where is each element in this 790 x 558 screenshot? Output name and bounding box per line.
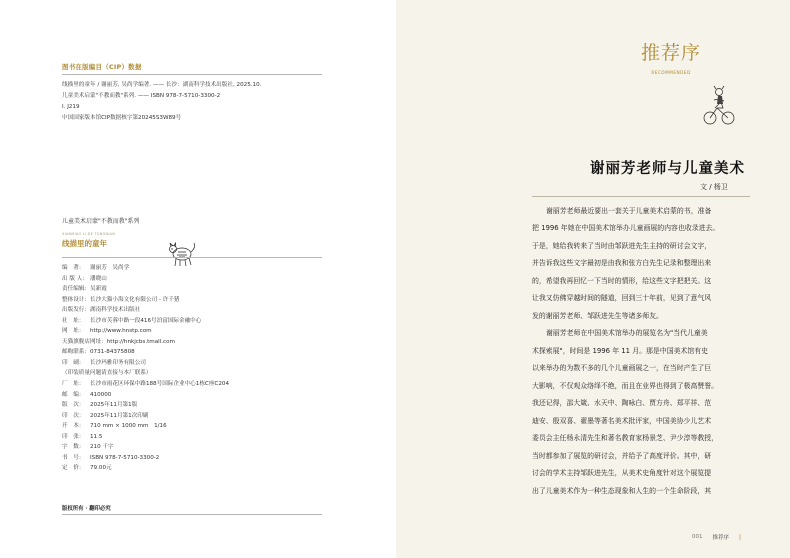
credit-label: 编 著： — [62, 265, 85, 271]
credit-label: 网 址： — [62, 328, 85, 335]
essay-line: 出了儿童美术作为一种生态现象和人生的一个生命阶段，其 — [532, 486, 712, 495]
credit-row — [62, 390, 362, 401]
credit-label: 邮购联系： — [62, 349, 90, 356]
series-label: 儿童美术启蒙"不教而教"系列 — [62, 218, 140, 225]
credit-label: 印 刷： — [62, 359, 85, 366]
credit-row — [62, 316, 362, 327]
credit-value: 79.00元 — [90, 465, 112, 472]
credit-row — [62, 463, 362, 474]
credit-label: 开 本： — [62, 423, 85, 430]
essay-line: 谢丽芳老师在中国美术馆举办的展览名为"当代儿童美 — [546, 329, 708, 338]
divider — [62, 257, 322, 258]
credit-value: ISBN 978-7-5710-3300-2 — [90, 454, 160, 461]
credit-value: 710 mm × 1000 mm 1/16 — [90, 423, 167, 430]
credit-label: 版 次： — [62, 402, 85, 409]
credit-value: 谢丽芳 吴尚学 — [90, 265, 130, 271]
running-header: 推荐序 — [712, 535, 730, 541]
essay-line: 当时都参加了展览的研讨会，并给予了高度评价。其中，研 — [532, 451, 712, 460]
credit-value: 湖南科学技术出版社 — [90, 307, 141, 314]
credit-label: 字 数： — [62, 444, 85, 451]
credit-value: 长沙玛雅印务有限公司 — [90, 359, 146, 366]
credit-row — [62, 368, 362, 379]
essay-line: 以来举办的为数不多的几个儿童画展之一，在当时产生了巨 — [532, 364, 712, 373]
credit-row — [62, 400, 362, 411]
credit-value: 2025年11月第1次印刷 — [90, 412, 149, 419]
credit-row — [62, 305, 362, 316]
section-subtitle: RECOMMENDED — [651, 70, 691, 75]
credit-row — [62, 326, 362, 337]
essay-author: 文 / 杨卫 — [700, 183, 728, 191]
essay-line: 我还记得，邵大箴、水天中、陶咏白、贾方舟、郑平祥、范 — [532, 399, 712, 408]
cip-heading: 图书在版编目（CIP）数据 — [62, 63, 142, 71]
publication-credits — [62, 263, 362, 474]
credit-value: http://www.hnstp.com — [90, 328, 152, 335]
credit-label: 出 版 人： — [62, 275, 88, 282]
credit-row — [62, 432, 362, 443]
credit-value: http://hnkjcbs.tmall.com — [106, 338, 176, 345]
credit-row — [62, 347, 362, 358]
credit-value: 长沙市雨花区环保中路188号国际企业中心1栋C座C204 — [90, 381, 230, 388]
cip-data-block — [62, 80, 352, 124]
book-title: 线描里的童年 — [62, 239, 107, 248]
folio-separator: | — [739, 533, 742, 541]
credit-value: 210 千字 — [90, 444, 114, 451]
credit-row — [62, 411, 362, 422]
credit-row — [62, 284, 362, 295]
essay-line: 谢丽芳老师最近要出一套关于儿童美术启蒙的书，准备 — [546, 207, 712, 215]
credit-label: 责任编辑： — [62, 286, 90, 293]
essay-line: 把 1996 年她在中国美术馆举办儿童画展的内容也收录进去。 — [532, 224, 720, 233]
credit-row — [62, 295, 362, 306]
divider — [62, 74, 322, 75]
page-folio — [692, 533, 741, 541]
cip-line: 儿童美术启蒙"不教而教"系列. —— ISBN 978-7-5710-3300-2 — [62, 93, 221, 99]
credit-value: 11.5 — [90, 433, 103, 440]
cip-line: Ⅰ. J219 — [62, 104, 80, 110]
credit-value: 潘晓山 — [90, 275, 107, 282]
essay-line: 讨会的学术主持邹跃进先生，从美术史角度针对这个展览提 — [532, 469, 712, 478]
credit-row — [62, 274, 362, 285]
credit-value: 0731-84375808 — [90, 349, 135, 356]
page-number: 001 — [692, 534, 703, 540]
credit-row — [62, 442, 362, 453]
essay-line: 大影响，不仅观众络绎不绝，而且在业界也得到了极高赞誉。 — [532, 381, 719, 390]
credit-label: 社 址： — [62, 317, 85, 324]
cip-line: 线描里的童年 / 谢丽芳, 吴尚学编著. —— 长沙：湖南科学技术出版社, 2025.10. — [62, 82, 262, 88]
essay-line: 术探索展"，时间是 1996 年 11 月。那是中国美术馆有史 — [532, 346, 709, 355]
bicycle-rider-illustration — [701, 84, 737, 126]
credit-row — [62, 358, 362, 369]
essay-title: 谢丽芳老师与儿童美术 — [590, 161, 745, 177]
credit-label: 印 张： — [62, 433, 85, 440]
credit-label: 定 价： — [62, 465, 85, 472]
divider — [62, 514, 322, 515]
essay-line: 让我又仿佛穿越时间的隧道，回到三十年前，见到了意气风 — [532, 294, 712, 303]
essay-line: 委员会主任杨永清先生和著名教育家杨景芝、尹少淳等教授， — [532, 434, 719, 443]
divider — [532, 196, 750, 197]
section-title: 推荐序 — [640, 42, 701, 64]
credit-value: 410000 — [90, 391, 112, 398]
credit-value: 长沙市芙蓉中路一段416号泊富国际金融中心 — [90, 317, 202, 324]
credit-value: 2025年11月第1版 — [90, 402, 138, 409]
credit-label: 厂 址： — [62, 381, 85, 388]
essay-line: 发的谢丽芳老师、邹跃进先生等诸多师友。 — [532, 311, 663, 320]
rights-notice: 版权所有 · 翻印必究 — [62, 506, 111, 512]
essay-line: 并告诉我这些文字最初是由我和张方白先生记录和整理出来 — [532, 259, 712, 268]
cip-line: 中国国家版本馆CIP数据核字第20245S3W89号 — [62, 115, 182, 121]
credit-value: 长沙大猫小海文化有限公司 - 许千猪 — [90, 296, 180, 303]
credit-row — [62, 453, 362, 464]
credit-label: 天猫旗舰店网址： — [62, 338, 107, 345]
essay-line: 迪安、殷双喜、翟墨等著名美术批评家，中国美协少儿艺术 — [532, 416, 712, 425]
credit-row — [62, 379, 362, 390]
credit-label: 印 次： — [62, 412, 85, 419]
credit-label: 书 号： — [62, 454, 85, 461]
credit-label: 出版发行： — [62, 307, 90, 314]
essay-line: 于是，她给我转来了当时由邹跃进先生主持的研讨会文字， — [532, 241, 712, 250]
credit-label: 邮 编： — [62, 391, 85, 398]
credit-row — [62, 421, 362, 432]
essay-line: 的，希望我再回忆一下当时的情形，给这些文字把把关。这 — [532, 276, 712, 285]
essay-body — [532, 203, 753, 500]
credit-row — [62, 263, 362, 274]
credit-value: 吴新霞 — [90, 286, 107, 293]
credit-value: （印装质量问题请直接与本厂联系） — [62, 370, 152, 377]
credit-row — [62, 337, 362, 348]
book-title-pinyin: XIANMIAO LI DE TONGNIAN — [62, 232, 116, 236]
credit-label: 整体设计： — [62, 296, 90, 303]
